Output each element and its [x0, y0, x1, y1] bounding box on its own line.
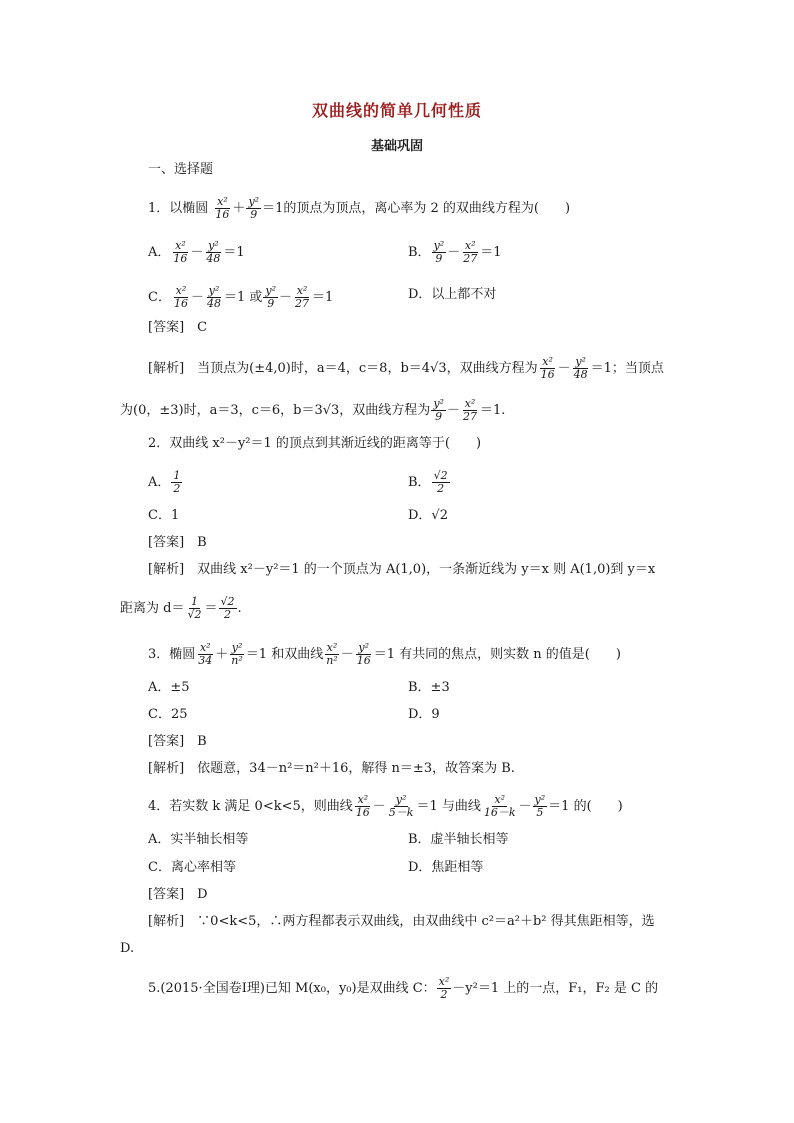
- q5-stem: 5.(2015·全国卷Ⅰ理)已知 M(x₀，y₀)是双曲线 C： $\frac{\text{x²}}{2}$ －y²＝1 上的一点，F₁，F₂ 是 C 的: [148, 975, 659, 1001]
- q2-option-d: D．√2: [408, 508, 448, 523]
- q2-stem: 2．双曲线 x²－y²＝1 的顶点到其渐近线的距离等于( ): [148, 436, 482, 451]
- q3-option-b: B．±3: [408, 680, 450, 695]
- q1-analysis-line1: [解析] 当顶点为(±4,0)时，a＝4，c＝8，b＝4√3，双曲线方程为 $\frac{\text{x²}}{16}$ － $\frac{\text{y²}}{48}$ ＝1；当顶点: [148, 355, 664, 381]
- q4-stem: 4．若实数 k 满足 0<k<5，则曲线 $\frac{\text{x²}}{16}$ － $\frac{\text{y²}}{5-k}$ ＝1 与曲线 $\frac{\text{x²}}{16-k}$ － $\frac{\text{y²}}{5}$ ＝1 的( ): [148, 793, 623, 819]
- q4-analysis-line1: [解析] ∵0<k<5，∴两方程都表示双曲线，由双曲线中 c²＝a²＋b² 得其焦距相等，选: [148, 914, 655, 929]
- q1-ellipse-frac-y: $\frac{\text{y²}}{9}$: [248, 195, 260, 221]
- q2-analysis-line2: 距离为 d＝ $\frac{1}{√2}$ ＝ $\frac{√2}{2}$ .: [120, 595, 242, 621]
- q3-option-a: A．±5: [148, 680, 190, 695]
- q3-stem: 3．椭圆 $\frac{\text{x²}}{34}$ ＋ $\frac{\text{y²}}{\text{n²}}$ ＝1 和双曲线 $\frac{\text{x²}}{\text{n²}}$ － $\frac{\text{y²}}{16}$ ＝1 有共同的焦点，则实数 n 的值是( ): [148, 641, 621, 667]
- q1-stem: 1．以椭圆 $\frac{\text{x²}}{16}$ ＋ $\frac{\text{y²}}{9}$ ＝1的顶点为顶点，离心率为 2 的双曲线方程为( ): [148, 195, 571, 221]
- q3-answer: [答案] B: [148, 734, 207, 749]
- q1-analysis-line2: 为(0，±3)时，a＝3，c＝6，b＝3√3，双曲线方程为 $\frac{\text{y²}}{9}$ － $\frac{\text{x²}}{27}$ ＝1.: [120, 397, 506, 423]
- q1-ellipse-frac-x: $\frac{\text{x²}}{16}$: [215, 195, 230, 221]
- q4-option-a: A．实半轴长相等: [148, 832, 249, 847]
- section-heading: 一、选择题: [148, 162, 214, 177]
- q1-option-c: C． $\frac{\text{x²}}{16}$ － $\frac{\text{y²}}{48}$ ＝1 或 $\frac{\text{y²}}{9}$ － $\frac{\text{x²}}{27}$ ＝1: [148, 284, 334, 310]
- q3-analysis: [解析] 依题意，34－n²＝n²＋16，解得 n＝±3，故答案为 B.: [148, 761, 515, 776]
- q1-stem-text-2: 的顶点为顶点，离心率为 2 的双曲线方程为( ): [283, 201, 571, 216]
- q2-answer: [答案] B: [148, 535, 207, 550]
- q4-option-c: C．离心率相等: [148, 860, 236, 875]
- q3-option-d: D．9: [408, 707, 440, 722]
- q2-analysis-line1: [解析] 双曲线 x²－y²＝1 的一个顶点为 A(1,0)，一条渐近线为 y＝x 则 A(1,0)到 y＝x: [148, 562, 656, 577]
- q1-answer: [答案] C: [148, 320, 208, 335]
- q2-option-b: B． $\frac{√2}{2}$: [408, 469, 448, 495]
- q4-answer: [答案] D: [148, 887, 208, 902]
- page-title: 双曲线的简单几何性质: [311, 101, 482, 120]
- q2-option-a: A． $\frac{1}{2}$: [148, 469, 181, 495]
- q3-option-c: C．25: [148, 707, 188, 722]
- q1-option-d: D．以上都不对: [408, 287, 497, 302]
- q4-option-d: D．焦距相等: [408, 860, 484, 875]
- q1-stem-text: 1．以椭圆: [148, 201, 209, 216]
- q1-option-a: A． $\frac{\text{x²}}{16}$ － $\frac{\text{y²}}{48}$ ＝1: [148, 239, 245, 265]
- q4-option-b: B．虚半轴长相等: [408, 832, 509, 847]
- q1-option-b: B． $\frac{\text{y²}}{9}$ － $\frac{\text{x²}}{27}$ ＝1: [408, 239, 502, 265]
- q2-option-c: C．1: [148, 508, 180, 523]
- q4-analysis-line2: D.: [120, 941, 135, 956]
- page-subtitle: 基础巩固: [370, 139, 423, 154]
